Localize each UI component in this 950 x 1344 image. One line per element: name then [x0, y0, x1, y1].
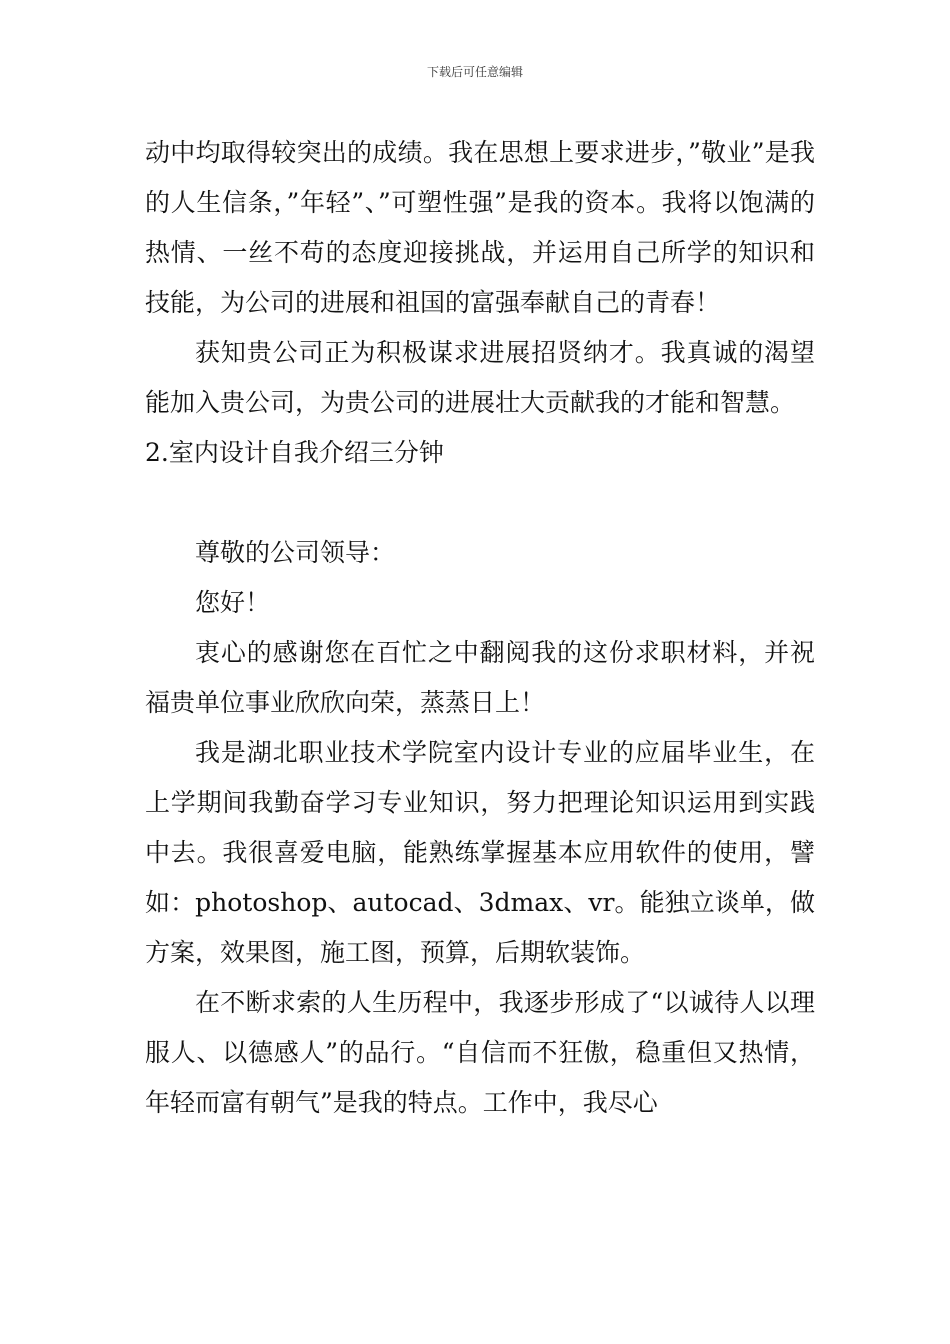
- blank-line: [145, 478, 815, 528]
- greeting: 您好！: [195, 588, 271, 617]
- page-header: 下载后可任意编辑: [426, 65, 523, 79]
- paragraph-thanks: 衷心的感谢您在百忙之中翻阅我的这份求职材料，并祝福贵单位事业欣欣向荣，蒸蒸日上！: [145, 638, 815, 717]
- paragraph-character: 在不断求索的人生历程中，我逐步形成了“以诚待人以理服人、以德感人”的品行。“自信而不狂傲，稳重但又热情，年轻而富有朝气”是我的特点。工作中，我尽心: [145, 988, 815, 1117]
- paragraph-company: 获知贵公司正为积极谋求进展招贤纳才。我真诚的渴望能加入贵公司，为贵公司的进展壮大贡献我的才能和智慧。: [145, 338, 815, 417]
- section-heading: 2.室内设计自我介绍三分钟: [145, 438, 444, 467]
- paragraph-continuation: 动中均取得较突出的成绩。我在思想上要求进步，”敬业”是我的人生信条，”年轻”、”可塑性强”是我的资本。我将以饱满的热情、一丝不苟的态度迎接挑战，并运用自己所学的知识和技能，为公司的进展和祖国的富强奉献自己的青春！: [145, 138, 815, 317]
- paragraph-introduction: 我是湖北职业技术学院室内设计专业的应届毕业生，在上学期间我勤奋学习专业知识，努力把理论知识运用到实践中去。我很喜爱电脑，能熟练掌握基本应用软件的使用，譬如：photoshop、autocad、3dmax、vr。能独立谈单，做方案，效果图，施工图，预算，后期软装饰。: [145, 738, 815, 967]
- document-body: [145, 128, 815, 1128]
- salutation: 尊敬的公司领导：: [195, 538, 396, 567]
